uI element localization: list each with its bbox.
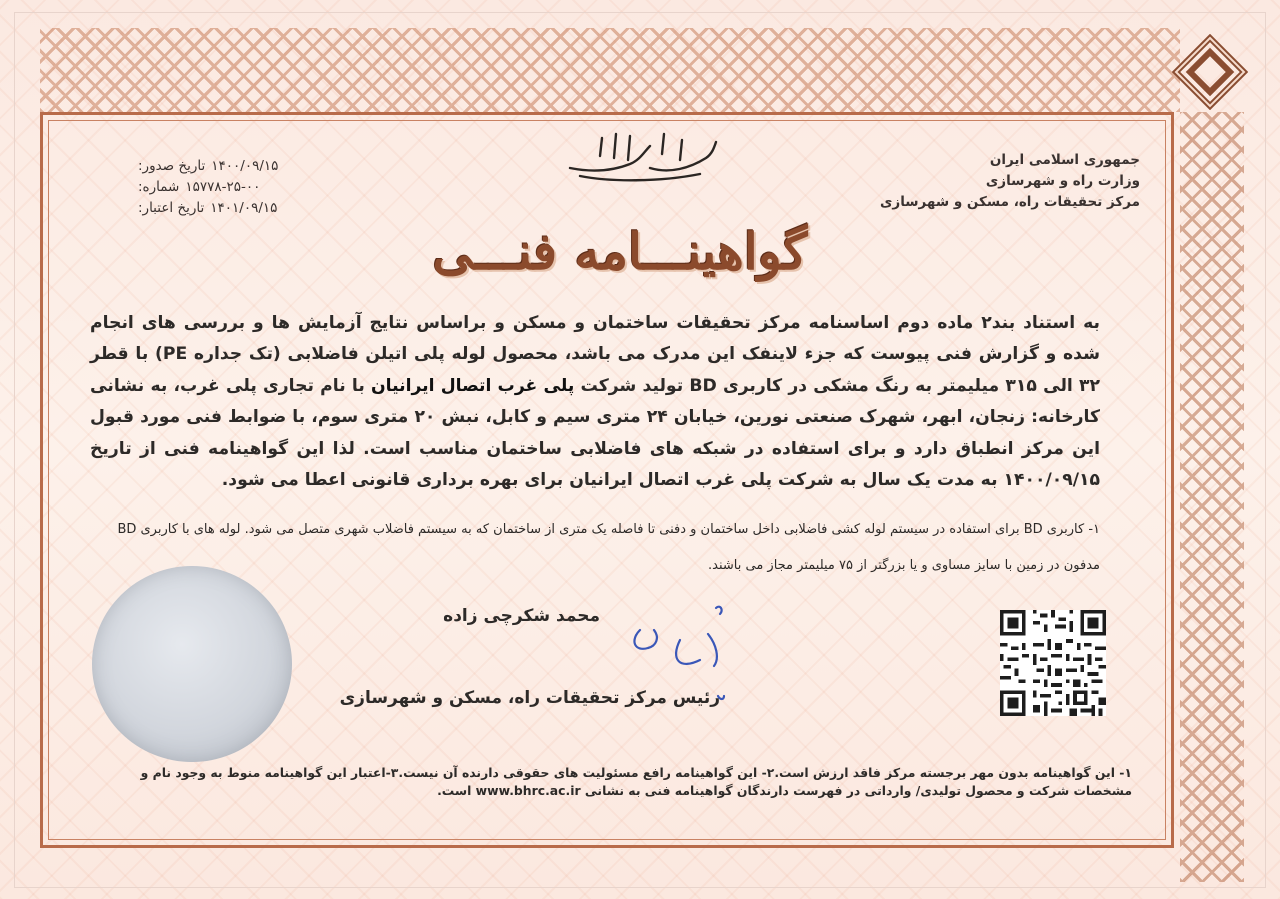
footer-suffix: است. xyxy=(437,782,472,798)
certificate-body xyxy=(90,308,1100,496)
meta-number xyxy=(138,177,338,198)
embossed-seal-icon xyxy=(92,566,292,762)
meta-label: تاریخ صدور: xyxy=(138,158,206,174)
meta-label: شماره: xyxy=(138,179,180,195)
meta-validity-date xyxy=(138,198,338,219)
footer-text: ۱- این گواهینامه بدون مهر برجسته مرکز فاقد ارزش است.۲- این گواهینامه رافع مسئولیت های حقوقی دارنده آن نیست.۳-اعتبار این گواهینامه منوط به وجود نام و مشخصات شرکت و محصول تولیدی/ وارداتی در فهرست دارندگان گواهینامه فنی به نشانی xyxy=(140,765,1132,798)
footer-notes xyxy=(92,764,1132,799)
certificate-title: گواهینـــامه فنـــی xyxy=(432,222,808,281)
basmala-text: بسم الله الرحمن الرحیم xyxy=(609,181,671,188)
org-line-ministry: وزارت راه و شهرسازی xyxy=(985,173,1140,189)
body-part-1: به استناد بند۲ ماده دوم اساسنامه مرکز تحقیقات ساختمان و مسکن و براساس نتایج آزمایش ها و بررسی های انجام شده و گزارش فنی پیوست که جزء لاینفک این مدرک می باشد، محصول لوله پلی اتیلن فاضلابی (تک جداره PE) با قطر ۳۲ الی ۳۱۵ میلیمتر به رنگ مشکی در کاربری BD تولید شرکت xyxy=(90,313,1101,396)
meta-value: ۱۵۷۷۸-۲۵-۰۰ xyxy=(185,179,261,195)
footer-url-link[interactable]: www.bhrc.ac.ir xyxy=(475,782,581,798)
issue-meta-block xyxy=(138,156,338,219)
top-ornament-band xyxy=(40,28,1180,112)
meta-value: ۱۴۰۰/۰۹/۱۵ xyxy=(211,158,279,174)
signer-title: رئیس مرکز تحقیقات راه، مسکن و شهرسازی xyxy=(339,688,720,708)
organization-block xyxy=(820,150,1140,213)
body-part-2: با نام تجاری پلی غرب، به نشانی کارخانه: زنجان، ابهر، شهرک صنعتی نورین، خیابان ۲۴ متری سیم و کابل، نبش ۲۰ متری سوم، با ضوابط فنی مورد قبول این مرکز انطباق دارد و برای استفاده در شبکه های فاضلابی ساختمان مناسب است. لذا این گواهینامه فنی از تاریخ ۱۴۰۰/۰۹/۱۵ به مدت یک سال به شرکت پلی غرب اتصال ایرانیان برای بهره برداری قانونی اعطا می شود. xyxy=(90,375,1101,491)
usage-note: ۱- کاربری BD برای استفاده در سیستم لوله کشی فاضلابی داخل ساختمان و دفنی تا فاصله یک متری از ساختمان که به سیستم فاضلاب شهری متصل می شود. لوله های با کاربری BD مدفون در زمین با سایز مساوی و یا بزرگتر از ۷۵ میلیمتر مجاز می باشند. xyxy=(117,522,1100,573)
corner-knot-ornament-icon xyxy=(1172,34,1248,110)
meta-issue-date xyxy=(138,156,338,177)
meta-value: ۱۴۰۱/۰۹/۱۵ xyxy=(210,200,278,216)
basmala-calligraphy xyxy=(540,128,740,188)
org-line-center: مرکز تحقیقات راه، مسکن و شهرسازی xyxy=(880,194,1140,210)
meta-label: تاریخ اعتبار: xyxy=(138,200,205,216)
right-ornament-band xyxy=(1180,112,1244,882)
org-line-country: جمهوری اسلامی ایران xyxy=(989,152,1140,168)
signer-name: محمد شکرچی زاده xyxy=(443,606,600,626)
qr-code-icon xyxy=(1000,610,1106,716)
company-name: پلی غرب اتصال ایرانیان xyxy=(370,375,575,396)
